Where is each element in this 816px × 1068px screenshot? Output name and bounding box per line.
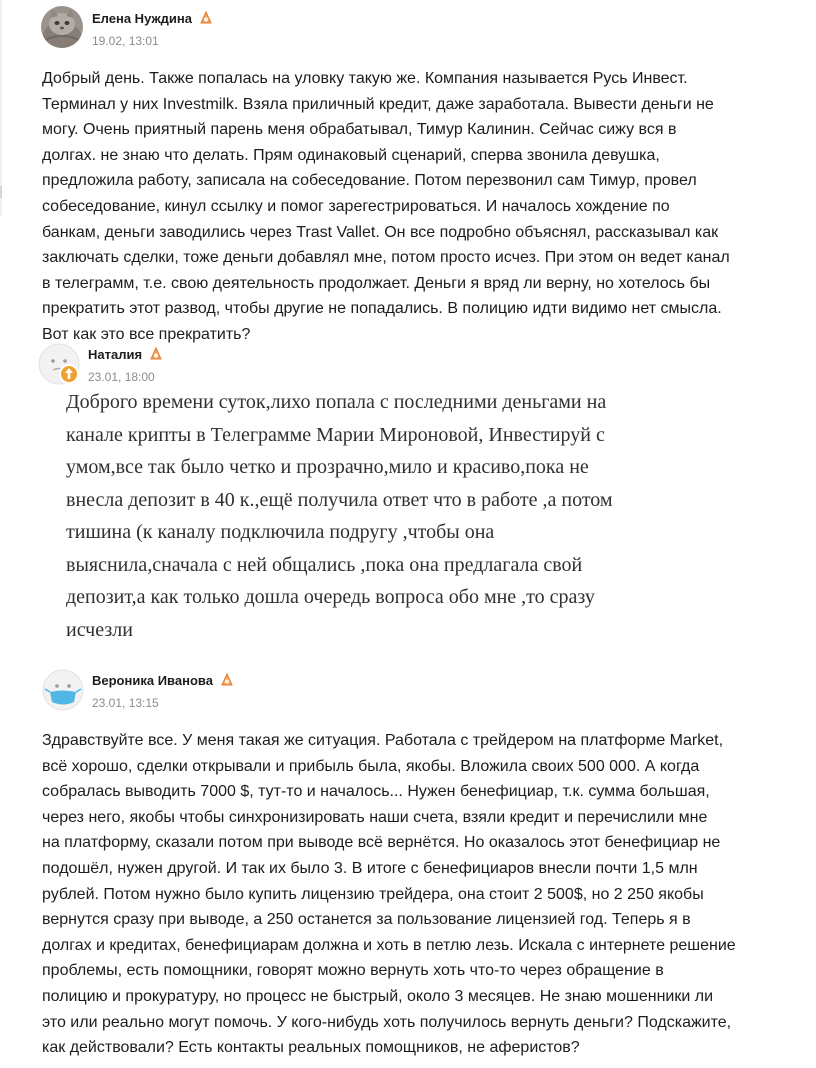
text-line: депозит,а как только дошла очередь вопроса обо мне ,то сразу [66,586,595,608]
cat-photo-icon [41,6,83,48]
comment-date: 19.02, 13:01 [92,34,159,48]
text-line: исчезли [66,618,133,641]
text-line: проблемы, есть помощники, говорят можно вернуть хоть что-то через обращение в [42,962,664,980]
text-line: внесла депозит в 40 к.,ещё получила ответ что в работе ,а потом [66,488,613,511]
comment-text [42,728,736,1061]
text-line: канале крипты в Телеграмме Марии Мироновой, Инвестируй с [66,423,605,446]
text-line: заключать сделки, тоже деньги добавлял мне, потом просто исчез. При этом он ведет канал [42,249,730,267]
text-line: всё хорошо, сделки открывали и прибыль была, якобы. Вложила своих 500 000. А когда [42,757,700,775]
avatar-default[interactable] [38,343,80,385]
text-line: на платформу, сказали потом при выводе всё вернётся. Но оказалось этот бенефициар не [42,834,721,852]
text-line: в телеграмм, т.е. свою деятельность продолжает. Деньги я вряд ли верну, но хотелось бы [42,274,711,292]
masked-face-icon [42,669,84,711]
text-line: предложила работу, записала на собеседование. Потом перезвонил сам Тимур, провел [42,172,697,190]
text-line: через него, якобы чтобы синхронизировать наши счета, взяли кредит и перечислили мне [42,808,708,826]
avatar-cat[interactable] [41,6,83,48]
scroll-edge-indicator [0,0,2,216]
comment-author[interactable]: Вероника Иванова [92,672,235,691]
text-line: Терминал у них Investmilk. Взяла приличный кредит, даже заработала. Вывести деньги не [42,95,714,113]
text-line: прекратить этот развод, чтобы другие не попадались. В полицию идти видимо нет смысла. [42,300,722,318]
text-line: это или реально могут помочь. У кого-нибудь хоть получилось вернуть деньги? Подскажите, [42,1013,732,1031]
text-line: тишина (к каналу подключила подругу ,чтобы она [66,521,495,543]
text-line: могу. Очень приятный парень меня обрабатывал, Тимур Калинин. Сейчас сижу вся в [42,121,677,139]
text-line: Добрый день. Также попалась на уловку такую же. Компания называется Русь Инвест. [42,70,688,87]
text-line: умом,все так было четко и прозрачно,мило и красиво,пока не [66,456,589,478]
comment-date: 23.01, 13:15 [92,696,159,710]
text-line: долгах и кредитах, бенефициарам должна и хоть в петлю лезь. Искала с интернете решение [42,936,736,954]
comment-author[interactable]: Елена Нуждина [92,10,214,29]
text-line: вернутся сразу при выводе, а 250 останется за пользование лицензией год. Теперь я в [42,911,691,929]
text-line: выяснила,сначала с ней общались ,пока она предлагала свой [66,553,583,576]
comment-author[interactable]: Наталия [88,346,164,365]
text-line: собеседование, кинул ссылку и помог зарегестрироваться. И началось хождение по [42,197,670,215]
text-line: полицию и прокуратуру, но процесс не быстрый, около 3 месяцев. Не знаю мошенники ли [42,987,713,1005]
text-line: Здравствуйте все. У меня такая же ситуация. Работала с трейдером на платформе Market, [42,732,724,749]
text-line: подошёл, нужен другой. И так их было 3. В итоге с бенефициаров внесли почти 1,5 млн [42,859,698,877]
text-line: рублей. Потом нужно было купить лицензию трейдера, она стоит 2 500$, но 2 250 якобы [42,885,704,903]
arrow-up-badge-icon [58,363,80,385]
avatar-mask[interactable] [42,669,84,711]
comment-date: 23.01, 18:00 [88,370,155,384]
medal-icon [219,672,235,691]
comment-text [42,66,730,348]
medal-icon [148,346,164,365]
text-line: собралась выводить 7000 $, тут-то и началось... Нужен бенефициар, т.к. сумма большая, [42,783,710,801]
text-line: Вот как это все прекратить? [42,325,251,343]
comment-text [66,386,613,646]
medal-icon [198,10,214,29]
text-line: банкам, деньги заводились через Trast Vallet. Он все подробно объяснял, рассказывал как [42,223,719,241]
text-line: долгах. не знаю что делать. Прям одинаковый сценарий, сперва звонила девушка, [42,146,660,164]
text-line: Доброго времени суток,лихо попала с последними деньгами на [66,391,607,413]
text-line: как действовали? Есть контакты реальных помощников, не аферистов? [42,1039,580,1057]
